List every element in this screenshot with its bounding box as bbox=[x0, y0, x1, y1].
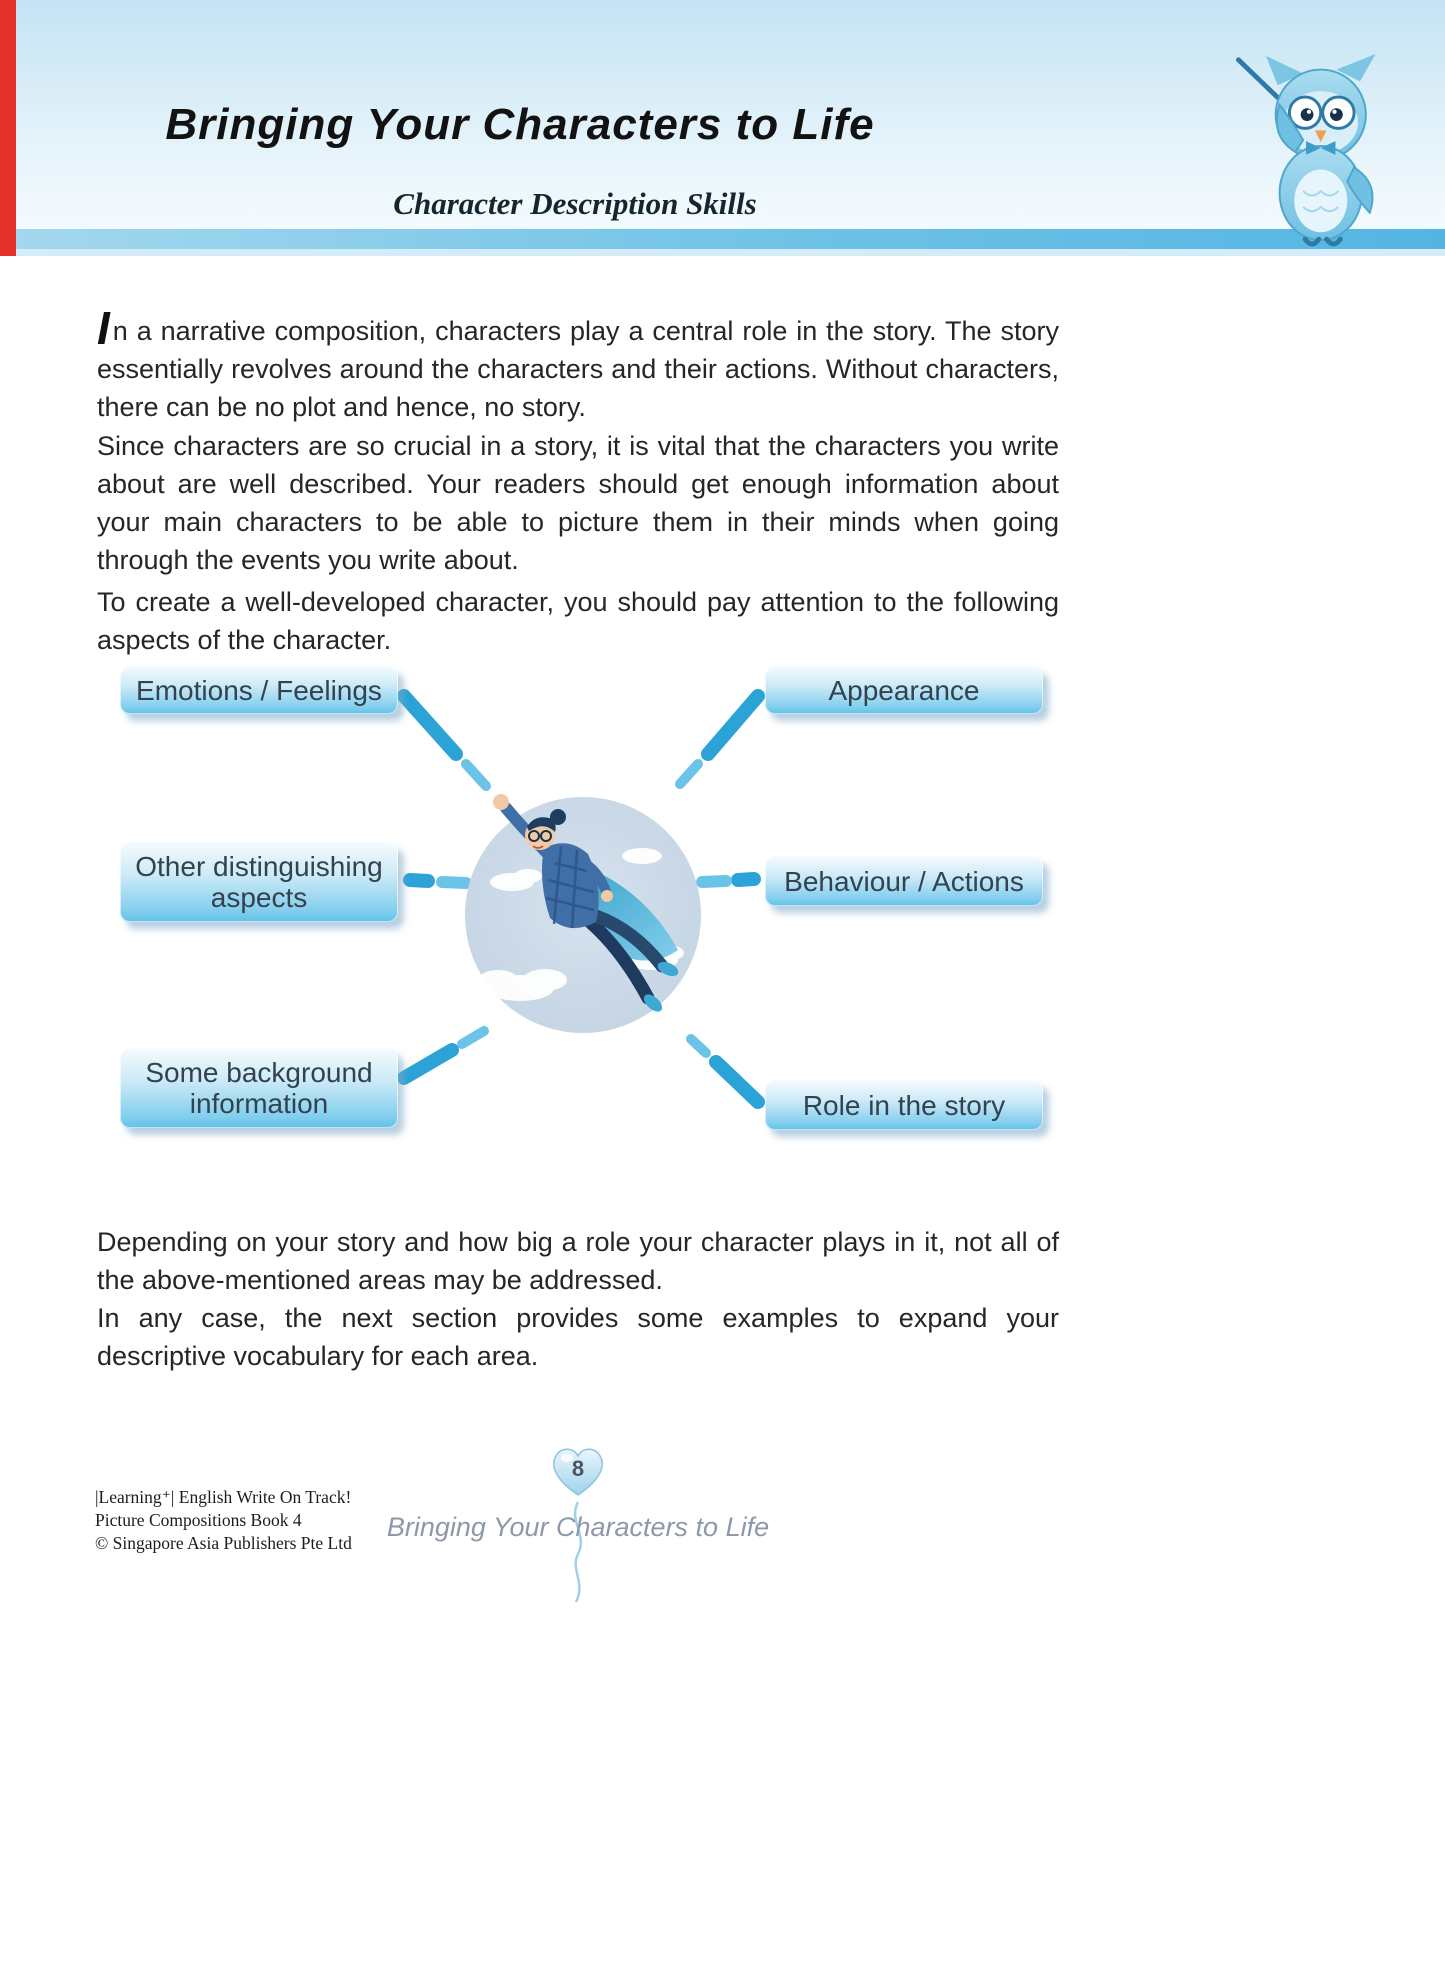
diagram-box-emotions: Emotions / Feelings bbox=[120, 666, 398, 714]
paragraph-2: Since characters are so crucial in a story, it is vital that the characters you write about are well described. Your readers should get enough information about your main characters to be able to picture them in their minds when going through the events you write about. bbox=[97, 431, 1059, 575]
paragraph-3: To create a well-developed character, you should pay attention to the following aspects of the character. bbox=[97, 587, 1059, 655]
intro-paragraph-text: n a narrative composition, characters play a central role in the story. The story essentially revolves around the characters and their actions. Without characters, there can be no plot and hence, no story. bbox=[97, 316, 1059, 422]
imprint-line-1: |Learning⁺| English Write On Track! bbox=[95, 1487, 352, 1507]
character-aspects-diagram bbox=[0, 650, 1445, 1165]
page-number-heart bbox=[548, 1442, 608, 1500]
imprint-line-2: Picture Compositions Book 4 bbox=[95, 1510, 302, 1530]
paragraph-5: In any case, the next section provides some examples to expand your descriptive vocabulary for each area. bbox=[97, 1303, 1059, 1371]
diagram-box-other-aspects: Other distinguishing aspects bbox=[120, 842, 398, 922]
page-title: Bringing Your Characters to Life bbox=[165, 100, 875, 149]
footer-chapter-title: Bringing Your Characters to Life bbox=[386, 1512, 770, 1542]
owl-mascot-icon bbox=[1211, 44, 1407, 250]
paragraph-4: Depending on your story and how big a role your character plays in it, not all of the above-mentioned areas may be addressed. bbox=[97, 1227, 1059, 1295]
intro-paragraph bbox=[97, 302, 1059, 426]
page-number: 8 bbox=[571, 1456, 585, 1481]
diagram-box-role: Role in the story bbox=[765, 1080, 1043, 1130]
imprint-line-3: © Singapore Asia Publishers Pte Ltd bbox=[95, 1533, 352, 1553]
header-stripe-light bbox=[0, 249, 1445, 256]
drop-cap: I bbox=[97, 302, 110, 354]
diagram-box-appearance: Appearance bbox=[765, 666, 1043, 714]
page-subtitle: Character Description Skills bbox=[393, 186, 757, 221]
diagram-box-behaviour: Behaviour / Actions bbox=[765, 856, 1043, 906]
diagram-box-background: Some background information bbox=[120, 1048, 398, 1128]
